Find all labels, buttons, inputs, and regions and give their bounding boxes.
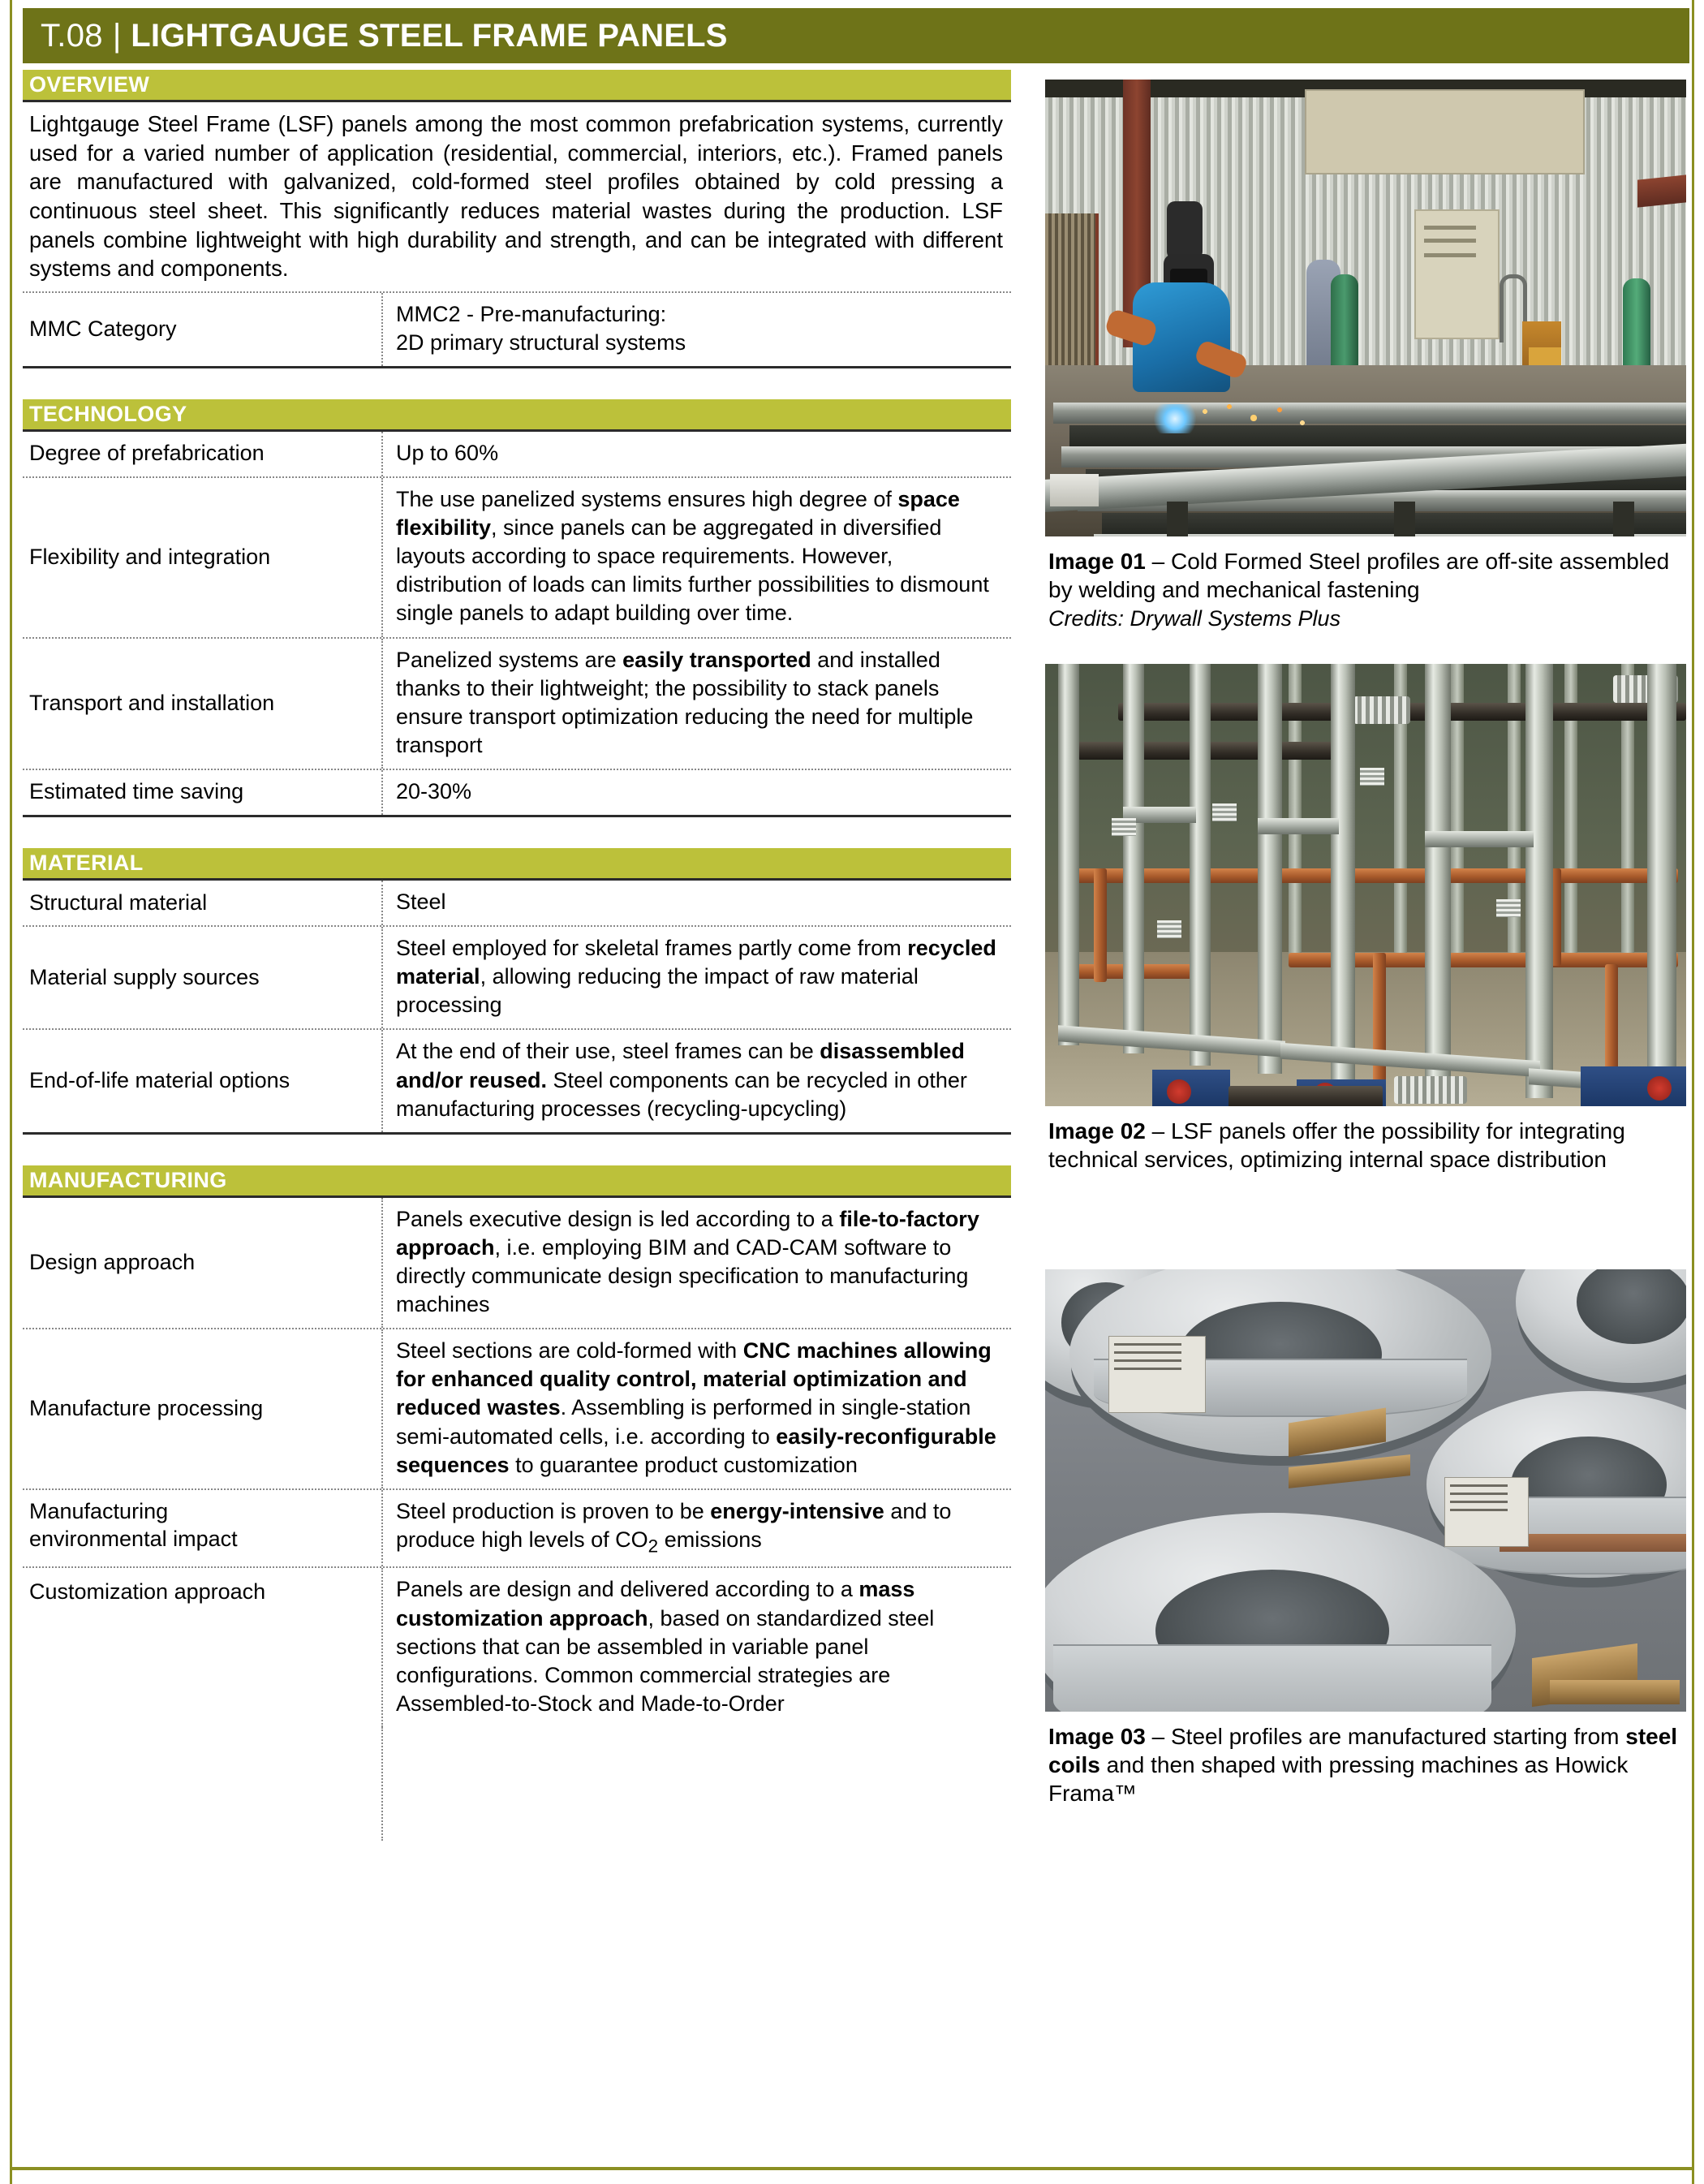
figure-label: Image 02 (1048, 1118, 1146, 1144)
row-value-customization-approach (381, 1568, 1011, 1726)
table-row (23, 1198, 1011, 1329)
figure-spacer (1045, 1174, 1686, 1269)
text-fragment: , since panels can be aggregated in diversified layouts according to space requirements. However, distribution of loads can limits further possibilities to dismount single panels to adapt building over time. (396, 515, 989, 626)
text-emphasis: CNC machines allowing for enhanced quality control, material optimization and reduced wastes (396, 1338, 992, 1420)
technology-table (23, 432, 1011, 815)
table-row (23, 293, 1011, 366)
table-row (23, 432, 1011, 478)
figure-caption-image-01 (1045, 536, 1686, 604)
figure-dash: – (1145, 549, 1171, 574)
text-emphasis: easily transported (622, 647, 811, 672)
page-title-text: LIGHTGAUGE STEEL FRAME PANELS (131, 17, 728, 54)
text-fragment: , i.e. employing BIM and CAD-CAM software to directly communicate design specification to manufacturing machines (396, 1234, 969, 1317)
figure-spacer (1045, 633, 1686, 664)
section-heading-technology: TECHNOLOGY (23, 399, 1011, 429)
row-label-flexibility-and-integration: Flexibility and integration (29, 544, 271, 569)
text-fragment: to guarantee product customization (509, 1452, 858, 1477)
row-value-degree-of-prefabrication: Up to 60% (381, 432, 1011, 476)
text-fragment: Steel employed for skeletal frames partly come from (396, 936, 908, 961)
figure-caption-text: Cold Formed Steel profiles are off-site assembled by welding and mechanical fastening (1048, 549, 1670, 602)
section-material (23, 848, 1011, 1135)
table-row (23, 1329, 1011, 1489)
row-label-degree-of-prefabrication: Degree of prefabrication (29, 441, 265, 466)
tail-stub-right (381, 1727, 1011, 1841)
mmc-category-line-1: MMC2 - Pre-manufacturing: (396, 301, 667, 326)
figure-label: Image 01 (1048, 549, 1146, 574)
row-value-flexibility-and-integration (381, 478, 1011, 636)
bottom-edge-rule (10, 2167, 1694, 2170)
figure-label: Image 03 (1048, 1724, 1146, 1750)
text-fragment: emissions (658, 1527, 762, 1552)
row-value-material-supply-sources (381, 927, 1011, 1028)
table-row (23, 881, 1011, 927)
figure-image-02 (1045, 664, 1686, 1174)
row-label-end-of-life-material-options: End-of-life material options (29, 1067, 290, 1092)
text-fragment: The use panelized systems ensures high degree of (396, 487, 898, 512)
photo-lsf-panels-services (1045, 664, 1686, 1106)
table-row (23, 1030, 1011, 1131)
text-emphasis: file-to-factory approach (396, 1206, 979, 1260)
row-value-structural-material: Steel (381, 881, 1011, 925)
text-fragment: . Assembling is performed in single-station semi-automated cells, i.e. according to (396, 1395, 971, 1449)
row-label-material-supply-sources: Material supply sources (29, 964, 260, 989)
env-impact-label-line-2: environmental impact (29, 1526, 238, 1551)
section-manufacturing (23, 1165, 1011, 1841)
text-fragment: , allowing reducing the impact of raw material processing (396, 964, 919, 1018)
row-value-mmc-category (381, 293, 1011, 366)
table-row (23, 1568, 1011, 1726)
text-fragment: and installed thanks to their lightweight; the possibility to stack panels ensure transport optimization reducing the need for multiple transport (396, 647, 974, 757)
row-label-estimated-time-saving: Estimated time saving (29, 779, 244, 804)
text-fragment: Steel sections are cold-formed with (396, 1338, 743, 1363)
figures-column (1045, 80, 1686, 1808)
row-label-manufacture-processing: Manufacture processing (29, 1395, 264, 1420)
subscript-two: 2 (648, 1536, 659, 1557)
section-spacer (23, 817, 1011, 848)
row-value-manufacture-processing (381, 1329, 1011, 1488)
text-fragment: and then shaped with pressing machines as Howick Frama™ (1048, 1752, 1629, 1806)
text-emphasis: energy-intensive (710, 1498, 884, 1523)
table-row (23, 1490, 1011, 1569)
row-label-design-approach: Design approach (29, 1249, 196, 1274)
row-label-manufacturing-environmental-impact (23, 1490, 381, 1567)
page-title-bar (23, 8, 1689, 63)
specification-tables (23, 70, 1011, 1841)
section-spacer (23, 368, 1011, 399)
row-value-manufacturing-environmental-impact (381, 1490, 1011, 1567)
text-fragment: Panels are design and delivered according to a (396, 1577, 859, 1602)
section-heading-overview: OVERVIEW (23, 70, 1011, 100)
table-row (23, 478, 1011, 638)
left-edge-rule (10, 0, 12, 2184)
figure-caption-text: LSF panels offer the possibility for integrating technical services, optimizing internal space distribution (1048, 1118, 1625, 1172)
text-fragment: Panels executive design is led according to a (396, 1206, 840, 1231)
text-emphasis: disassembled and/or reused. (396, 1039, 965, 1092)
text-fragment: Steel components can be recycled in other manufacturing processes (recycling-upcycling) (396, 1067, 967, 1121)
text-emphasis: steel coils (1048, 1724, 1678, 1778)
table-row (23, 639, 1011, 770)
section-overview (23, 70, 1011, 368)
env-impact-label-line-1: Manufacturing (29, 1498, 169, 1523)
tail-stub-left (23, 1727, 381, 1841)
mmc-category-line-2: 2D primary structural systems (396, 330, 686, 355)
row-value-transport-and-installation (381, 639, 1011, 769)
page-title-separator: | (112, 17, 122, 54)
figure-image-03 (1045, 1269, 1686, 1807)
text-emphasis: mass customization approach (396, 1577, 915, 1630)
overview-paragraph: Lightgauge Steel Frame (LSF) panels among the most common prefabrication systems, currently used for a varied number of application (residential, commercial, interiors, etc.). Framed panels are manufactured with galvanized, cold-formed steel profiles obtained by cold pressing a continuous steel sheet. This significantly reduces material wastes during the production. LSF panels combine lightweight with high durability and strength, and can be integrated with different systems and components. (23, 102, 1011, 293)
row-value-end-of-life-material-options (381, 1030, 1011, 1131)
text-fragment: Panelized systems are (396, 647, 623, 672)
material-table (23, 881, 1011, 1132)
figure-dash: – (1145, 1724, 1171, 1750)
section-heading-manufacturing: MANUFACTURING (23, 1165, 1011, 1195)
figure-caption-image-02 (1045, 1106, 1686, 1174)
text-fragment: , based on standardized steel sections that can be assembled in variable panel configurations. Common commercial strategies are Assembled-to-Stock and Made-to-Order (396, 1605, 935, 1716)
text-fragment: Steel profiles are manufactured starting from (1171, 1724, 1626, 1750)
row-label-structural-material: Structural material (29, 890, 208, 915)
section-heading-material: MATERIAL (23, 848, 1011, 878)
figure-caption-image-03 (1045, 1712, 1686, 1807)
manufacturing-table (23, 1198, 1011, 1727)
text-fragment: At the end of their use, steel frames can be (396, 1039, 820, 1064)
text-emphasis: easily-reconfigurable sequences (396, 1424, 996, 1477)
overview-table (23, 293, 1011, 366)
text-emphasis: recycled material (396, 936, 996, 989)
photo-steel-coils (1045, 1269, 1686, 1712)
right-edge-rule (1692, 0, 1694, 2184)
row-label-mmc-category: MMC Category (29, 316, 177, 341)
section-technology (23, 399, 1011, 817)
figure-dash: – (1145, 1118, 1171, 1144)
row-label-transport-and-installation: Transport and installation (29, 690, 275, 715)
table-row (23, 927, 1011, 1030)
text-emphasis: space flexibility (396, 487, 960, 541)
row-value-design-approach (381, 1198, 1011, 1328)
table-row (23, 770, 1011, 815)
row-label-customization-approach: Customization approach (29, 1579, 266, 1605)
row-value-estimated-time-saving: 20-30% (381, 770, 1011, 815)
page-title-code: T.08 (41, 17, 103, 54)
table-tail-stub (23, 1727, 1011, 1841)
section-spacer (23, 1135, 1011, 1165)
figure-credits-image-01: Credits: Drywall Systems Plus (1048, 606, 1341, 631)
text-fragment: and to produce high levels of CO (396, 1498, 952, 1552)
photo-welding-steel-frame (1045, 80, 1686, 536)
text-fragment: Steel production is proven to be (396, 1498, 711, 1523)
figure-image-01 (1045, 80, 1686, 633)
